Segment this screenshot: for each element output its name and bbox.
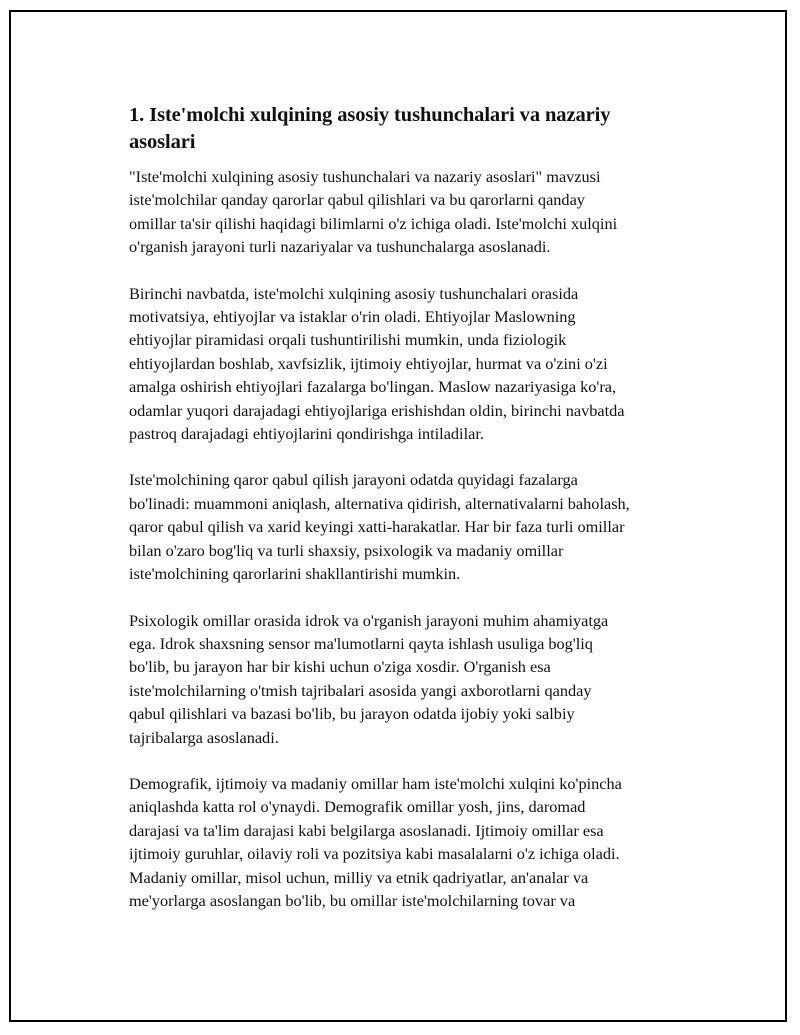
text-line: motivatsiya, ehtiyojlar va istaklar o'rin oladi. Ehtiyojlar Maslowning: [129, 307, 576, 327]
heading-line: asoslari: [129, 131, 196, 153]
text-line: iste'molchilarning o'tmish tajribalari asosida yangi axborotlarni qanday: [129, 680, 592, 700]
document-body: [129, 102, 704, 935]
text-line: darajasi va ta'lim darajasi kabi belgilarga asoslanadi. Ijtimoiy omillar esa: [129, 820, 604, 840]
paragraph-motivation: [129, 282, 704, 446]
text-line: bo'linadi: muammoni aniqlash, alternativa qidirish, alternativalarni baholash,: [129, 493, 630, 513]
text-line: Psixologik omillar orasida idrok va o'rganish jarayoni muhim ahamiyatga: [129, 610, 609, 630]
paragraph-decision-process: [129, 468, 704, 585]
text-line: ehtiyojlar piramidasi orqali tushuntirilishi mumkin, unda fiziologik: [129, 330, 567, 350]
text-line: odamlar yuqori darajadagi ehtiyojlariga erishishdan oldin, birinchi navbatda: [129, 400, 625, 420]
text-line: qaror qabul qilish va xarid keyingi xatti-harakatlar. Har bir faza turli omillar: [129, 517, 625, 537]
section-heading: [129, 102, 704, 156]
heading-line: 1. Iste'molchi xulqining asosiy tushunchalari va nazariy: [129, 104, 611, 126]
text-line: bo'lib, bu jarayon har bir kishi uchun o'ziga xosdir. O'rganish esa: [129, 657, 551, 677]
text-line: qabul qilishlari va bazasi bo'lib, bu jarayon odatda ijobiy yoki salbiy: [129, 704, 575, 724]
page-frame: [9, 10, 787, 1022]
text-line: Madaniy omillar, misol uchun, milliy va etnik qadriyatlar, an'analar va: [129, 867, 589, 887]
text-line: bilan o'zaro bog'liq va turli shaxsiy, psixologik va madaniy omillar: [129, 540, 564, 560]
paragraph-intro: [129, 165, 704, 259]
paragraph-demographic: [129, 772, 704, 912]
text-line: me'yorlarga asoslangan bo'lib, bu omillar iste'molchilarning tovar va: [129, 890, 576, 910]
text-line: iste'molchining qarorlarini shakllantirishi mumkin.: [129, 564, 461, 584]
text-line: omillar ta'sir qilishi haqidagi bilimlarni o'z ichiga oladi. Iste'molchi xulqini: [129, 213, 618, 233]
paragraph-psychological: [129, 609, 704, 749]
text-line: "Iste'molchi xulqining asosiy tushunchalari va nazariy asoslari" mavzusi: [129, 167, 601, 186]
text-line: tajribalarga asoslanadi.: [129, 727, 279, 747]
text-line: ega. Idrok shaxsning sensor ma'lumotlarni qayta ishlash usuliga bog'liq: [129, 633, 593, 653]
text-line: ehtiyojlardan boshlab, xavfsizlik, ijtimoiy ehtiyojlar, hurmat va o'zini o'zi: [129, 353, 608, 373]
text-line: pastroq darajadagi ehtiyojlarini qondirishga intiladilar.: [129, 424, 484, 444]
text-line: aniqlashda katta rol o'ynaydi. Demografik omillar yosh, jins, daromad: [129, 797, 586, 817]
text-line: amalga oshirish ehtiyojlari fazalarga bo'lingan. Maslow nazariyasiga ko'ra,: [129, 377, 617, 397]
text-line: Demografik, ijtimoiy va madaniy omillar ham iste'molchi xulqini ko'pincha: [129, 773, 622, 793]
text-line: Iste'molchining qaror qabul qilish jarayoni odatda quyidagi fazalarga: [129, 470, 578, 490]
text-line: o'rganish jarayoni turli nazariyalar va tushunchalarga asoslanadi.: [129, 237, 551, 257]
text-line: ijtimoiy guruhlar, oilaviy roli va pozitsiya kabi masalalarni o'z ichiga oladi.: [129, 844, 620, 864]
text-line: Birinchi navbatda, iste'molchi xulqining asosiy tushunchalari orasida: [129, 283, 579, 303]
text-line: iste'molchilar qanday qarorlar qabul qilishlari va bu qarorlarni qanday: [129, 190, 585, 210]
